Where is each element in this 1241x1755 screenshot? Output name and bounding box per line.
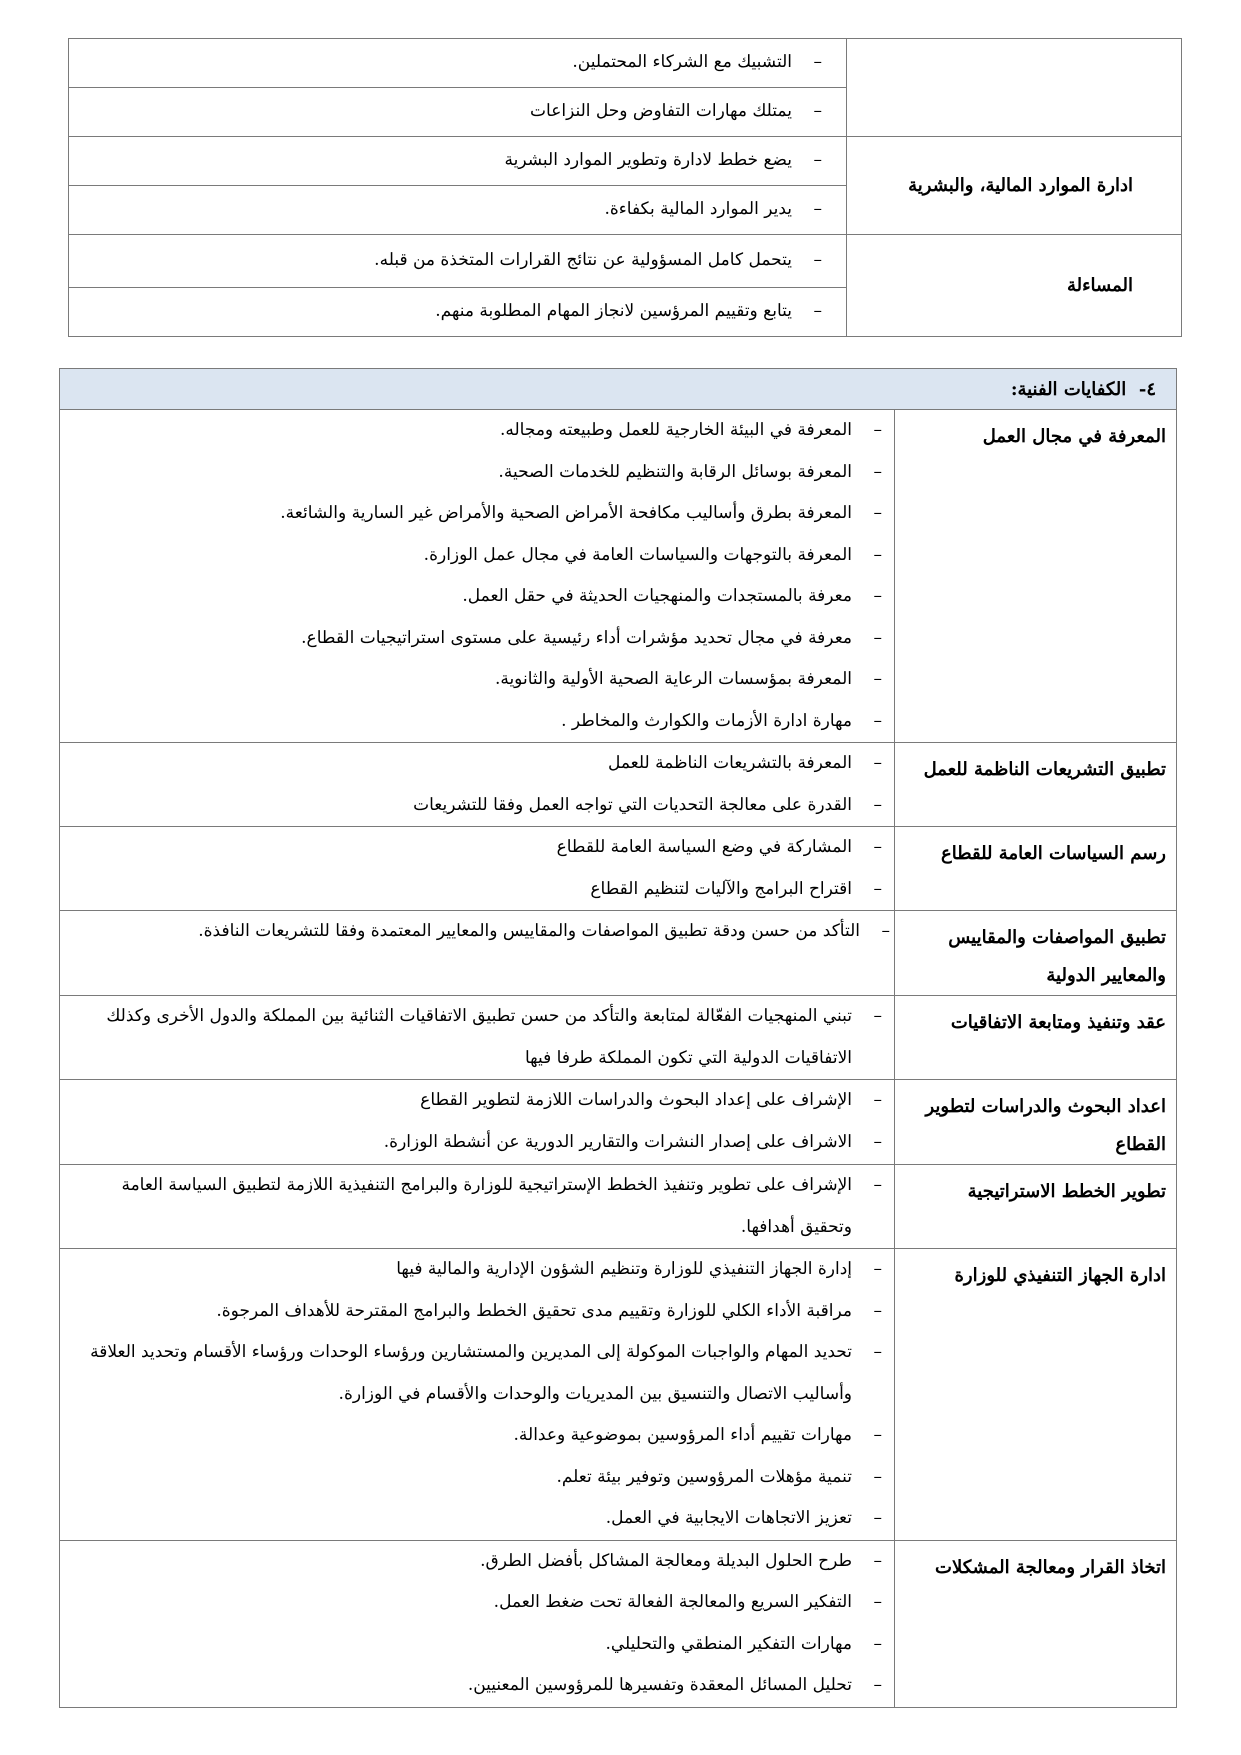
items-cell [60,996,895,1080]
table-row [60,1080,1177,1165]
list-item: – مهارة ادارة الأزمات والكوارث والمخاطر . [60,701,894,743]
table-row [69,39,1182,88]
category-cell: المساءلة [847,235,1182,337]
table-row [69,137,1182,186]
table-row [60,827,1177,911]
category-cell: المعرفة في مجال العمل [895,410,1177,743]
items-cell [60,827,895,911]
list-item: – المعرفة بالتوجهات والسياسات العامة في مجال عمل الوزارة. [60,535,894,577]
items-cell [60,1540,895,1707]
items-cell [60,743,895,827]
technical-competencies-table [59,368,1177,1708]
list-item: – المشاركة في وضع السياسة العامة للقطاع [60,827,894,869]
list-item: – المعرفة بطرق وأساليب مكافحة الأمراض الصحية والأمراض غير السارية والشائعة. [60,493,894,535]
list-item: – القدرة على معالجة التحديات التي تواجه العمل وفقا للتشريعات [60,785,894,827]
list-item: – يمتلك مهارات التفاوض وحل النزاعات [69,88,847,137]
list-item: – المعرفة بالتشريعات الناظمة للعمل [60,743,894,785]
items-cell [60,1165,895,1249]
items-cell [60,911,895,996]
table-row [60,1249,1177,1541]
section-header-row [60,369,1177,410]
list-item: – يتابع وتقييم المرؤسين لانجاز المهام المطلوبة منهم. [69,288,847,337]
table-row [69,235,1182,288]
list-item: – تحديد المهام والواجبات الموكولة إلى المديرين والمستشارين ورؤساء الوحدات ورؤساء الأقسام وتحديد العلاقة وأساليب الاتصال والتنسيق بين المديريات والوحدات والأقسام في الوزارة. [60,1332,894,1415]
list-item: – معرفة في مجال تحديد مؤشرات أداء رئيسية على مستوى استراتيجيات القطاع. [60,618,894,660]
category-cell [847,39,1182,137]
list-item: – يدير الموارد المالية بكفاءة. [69,186,847,235]
section-header [60,369,1177,410]
table-row [60,911,1177,996]
category-cell: ادارة الموارد المالية، والبشرية [847,137,1182,235]
category-cell: تطبيق المواصفات والمقاييس والمعايير الدولية [895,911,1177,996]
list-item: – مراقبة الأداء الكلي للوزارة وتقييم مدى تحقيق الخطط والبرامج المقترحة للأهداف المرجوة. [60,1291,894,1333]
list-item: – التأكد من حسن ودقة تطبيق المواصفات والمقاييس والمعايير المعتمدة وفقا للتشريعات النافذة. [60,911,894,953]
list-item: – يضع خطط لادارة وتطوير الموارد البشرية [69,137,847,186]
list-item: – إدارة الجهاز التنفيذي للوزارة وتنظيم الشؤون الإدارية والمالية فيها [60,1249,894,1291]
section-number: ٤- [1138,378,1156,400]
list-item: – تحليل المسائل المعقدة وتفسيرها للمرؤوسين المعنيين. [60,1665,894,1707]
table-row [60,1165,1177,1249]
list-item: – طرح الحلول البديلة ومعالجة المشاكل بأفضل الطرق. [60,1541,894,1583]
top-competency-table [68,38,1182,337]
category-cell: تطبيق التشريعات الناظمة للعمل [895,743,1177,827]
list-item: – المعرفة بوسائل الرقابة والتنظيم للخدمات الصحية. [60,452,894,494]
list-item: – تعزيز الاتجاهات الايجابية في العمل. [60,1498,894,1540]
items-cell [60,410,895,743]
list-item: – تبني المنهجيات الفعّالة لمتابعة والتأكد من حسن تطبيق الاتفاقيات الثنائية بين المملكة والدول الأخرى وكذلك الاتفاقيات الدولية التي تكون المملكة طرفا فيها [60,996,894,1079]
category-cell: اتخاذ القرار ومعالجة المشكلات [895,1540,1177,1707]
section-title: الكفايات الفنية: [1010,378,1127,400]
items-cell [60,1249,895,1541]
category-cell: رسم السياسات العامة للقطاع [895,827,1177,911]
items-cell [60,1080,895,1165]
table-row [60,1540,1177,1707]
list-item: – مهارات التفكير المنطقي والتحليلي. [60,1624,894,1666]
list-item: – معرفة بالمستجدات والمنهجيات الحديثة في حقل العمل. [60,576,894,618]
list-item: – المعرفة في البيئة الخارجية للعمل وطبيعته ومجاله. [60,410,894,452]
category-cell: اعداد البحوث والدراسات لتطوير القطاع [895,1080,1177,1165]
table-row [60,996,1177,1080]
table-row [60,743,1177,827]
category-cell: ادارة الجهاز التنفيذي للوزارة [895,1249,1177,1541]
list-item: – المعرفة بمؤسسات الرعاية الصحية الأولية والثانوية. [60,659,894,701]
list-item: – يتحمل كامل المسؤولية عن نتائج القرارات المتخذة من قبله. [69,235,847,288]
list-item: – التشبيك مع الشركاء المحتملين. [69,39,847,88]
list-item: – التفكير السريع والمعالجة الفعالة تحت ضغط العمل. [60,1582,894,1624]
list-item: – اقتراح البرامج والآليات لتنظيم القطاع [60,869,894,911]
list-item: – تنمية مؤهلات المرؤوسين وتوفير بيئة تعلم. [60,1457,894,1499]
list-item: – الإشراف على تطوير وتنفيذ الخطط الإستراتيجية للوزارة والبرامج التنفيذية اللازمة لتطبيق السياسة العامة وتحقيق أهدافها. [60,1165,894,1248]
category-cell: تطوير الخطط الاستراتيجية [895,1165,1177,1249]
category-cell: عقد وتنفيذ ومتابعة الاتفاقيات [895,996,1177,1080]
table-row [60,410,1177,743]
list-item: – الاشراف على إصدار النشرات والتقارير الدورية عن أنشطة الوزارة. [60,1122,894,1164]
list-item: – الإشراف على إعداد البحوث والدراسات اللازمة لتطوير القطاع [60,1080,894,1122]
list-item: – مهارات تقييم أداء المرؤوسين بموضوعية وعدالة. [60,1415,894,1457]
